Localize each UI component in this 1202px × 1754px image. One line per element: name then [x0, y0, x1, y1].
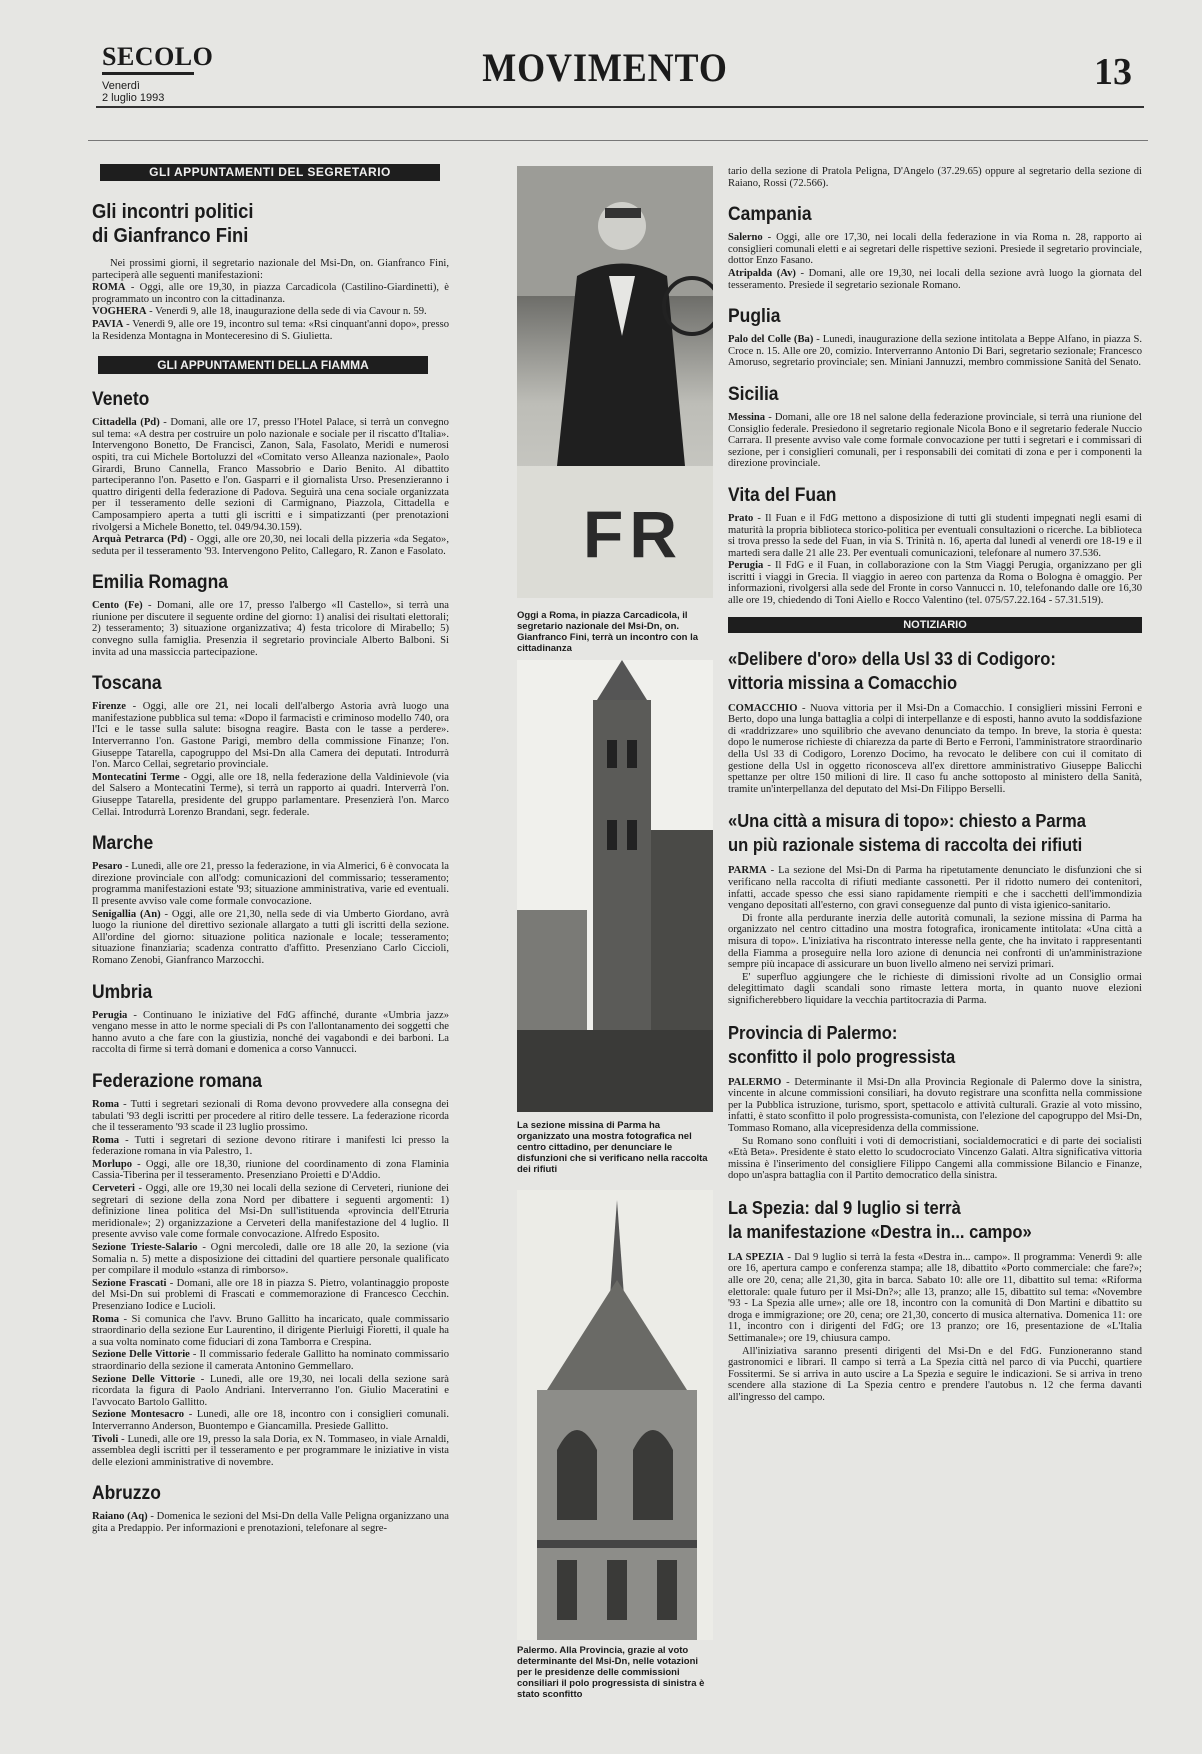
- appointment-item-lead: Sezione Delle Vittorie: [92, 1373, 196, 1385]
- fini-item-text: - Venerdì 9, alle ore 19, incontro sul tema: «Rsi cinquant'anni dopo», presso la Residenza Montagna in Monteceresino di S. Giulietta.: [92, 318, 449, 342]
- appointment-item-text: - Domenica le sezioni del Msi-Dn della Valle Peligna organizzano una gita a Predappio. Per informazioni e prenotazioni, telefonare al segre-: [92, 1511, 450, 1534]
- appointment-item-text: - Lunedì, alle ore 19,30, nei locali della sezione sarà ricordata la figura di Paolo Andriani. Interverranno l'on. Giulio Maceratini e l'avvocato Bartolo Gallitto.: [92, 1373, 449, 1408]
- article-paragraph-lead: PALERMO: [728, 1076, 782, 1088]
- podium-sign: FR: [583, 497, 683, 571]
- appointment-item-lead: Sezione Montesacro: [92, 1409, 185, 1421]
- appointment-item-lead: Prato: [728, 512, 754, 524]
- appointment-item: [92, 1434, 449, 1469]
- article-paragraph-text: - Nuova vittoria per il Msi-Dn a Comacchio. I consiglieri missini Ferroni e Berto, dopo una lunga battaglia a colpi di interpellanze e di esposti, hanno avuto la soddisfazione di «raddrizzare» uno squilibrio che avevano denunciato da tempo. In breve, la storia è questa: dopo le numerose richieste di chiarezza da parte di Berto e Ferroni, l'amministratore straordinario della Usl 33 di Codigoro, Lorenzo Docimo, ha revocato le delibere con cui il comitato di gestione della Usl in oggetto riconosceva all'ex direttore amministrativo Giuseppe Balicchi spettanze per oltre 150 milioni di lire. Il caso fu anche sottoposto al ministero della Sanità, tramite un'interpellanza del deputato del Msi-Dn Filippo Berselli.: [728, 702, 1142, 795]
- appointment-item: [92, 772, 449, 818]
- fini-item-text: - Oggi, alle ore 19,30, in piazza Carcadicola (Castilino-Giardinetti), è programmato un incontro con la cittadinanza.: [92, 282, 449, 305]
- appointment-item-lead: Cittadella (Pd): [92, 417, 160, 429]
- appointment-item-lead: Sezione Delle Vittorie: [92, 1349, 190, 1361]
- appointment-item: [92, 600, 449, 658]
- appointment-item: [92, 417, 449, 533]
- appointment-item-lead: Senigallia (An): [92, 908, 161, 920]
- appointment-item-lead: Morlupo: [92, 1158, 133, 1170]
- appointment-item: [92, 1242, 449, 1277]
- appointment-item-text: - Domani, alle ore 17, presso l'albergo «Il Castello», si terrà una riunione per discutere il seguente ordine del giorno: 1) analisi dei risultati elettorali; 2) tesseramento; 3) situazione organizzativa; 4) festa tricolore di Mirabello; 5) convegno sulla famiglia. Presenzia il segretario provinciale Alberto Balboni. Si invita ad una massiccia partecipazione.: [92, 600, 449, 658]
- appointment-item: [92, 1159, 449, 1182]
- appointment-item-lead: Roma: [92, 1313, 120, 1325]
- headline-line: sconfitto il polo progressista: [728, 1046, 956, 1067]
- article-paragraph: [728, 865, 1142, 911]
- appointment-item: [92, 1349, 449, 1372]
- article-paragraph-text: - La sezione del Msi-Dn di Parma ha ripetutamente denunciato le disfunzioni che si verificano nella raccolta di rifiuti mediante cassonetti. Per il ridotto numero dei contenitori, infatti, accade spesso che essi siano rapidamente riempiti e che i sacchetti dell'immondizia vengano depositati all'esterno, con gravi conseguenze dal punto di vista igienico-sanitario.: [728, 865, 1142, 912]
- masthead-rule: [96, 106, 1144, 108]
- headline-line: vittoria missina a Comacchio: [728, 672, 958, 693]
- page-frame-top: [88, 140, 1148, 141]
- region-heading: Veneto: [92, 389, 150, 411]
- fini-intro: Nei prossimi giorni, il segretario nazionale del Msi-Dn, on. Gianfranco Fini, parteciperà alle seguenti manifestazioni:: [92, 258, 449, 281]
- appointment-item-text: - Oggi, alle ore 21, nei locali dell'albergo Astoria avrà luogo una manifestazione pubblica sul tema: «Dopo il farmacisti e criminoso modello 740, ora l'Ici e le tasse sulla salute: bisogna reagire. Basta con le tasse a perdere». Interverranno l'on. Gastone Parigi, membro della commissione Finanze; l'on. Giuseppe Tatarella, capogruppo del Msi-Dn alla Camera dei deputati. Introdurrà l'on. Marco Cellai, segretario provinciale.: [92, 701, 449, 771]
- appointment-item: [728, 412, 1142, 470]
- article-headline: [728, 1021, 1109, 1069]
- appointment-item-lead: Perugia: [92, 1009, 128, 1021]
- appointment-item-lead: Tivoli: [92, 1433, 119, 1445]
- caption-fini: Oggi a Roma, in piazza Carcadicola, il segretario nazionale del Msi-Dn, on. Gianfranco Fini, terrà un incontro con la cittadinanza: [517, 610, 699, 654]
- continuation-text: tario della sezione di Pratola Peligna, D'Angelo (37.29.65) oppure al segretario della sezione di Raiano, Rossi (72.566).: [728, 166, 1142, 189]
- appointment-item-text: - Lunedì, alle ore 18, incontro con i consiglieri comunali. Interverranno Anderson, Buontempo e Giancamilla. Presiede Gallitto.: [92, 1409, 449, 1432]
- photo-palermo: [517, 1190, 713, 1640]
- article-headline: [728, 809, 1109, 857]
- article-paragraph-lead: PARMA: [728, 865, 767, 877]
- headline-line: la manifestazione «Destra in... campo»: [728, 1221, 1032, 1242]
- appointment-item-lead: Raiano (Aq): [92, 1511, 148, 1523]
- region-heading: Abruzzo: [92, 1483, 161, 1505]
- appointment-item: [728, 232, 1142, 267]
- article-paragraph: [728, 703, 1142, 796]
- appointment-item-text: - Il Fuan e il FdG mettono a disposizione di tutti gli studenti impegnati negli esami di maturità la propria biblioteca storico-politica per eventuali consultazioni o ricerche. La biblioteca si trova presso la sede del Fuan, in via S. Trinità n. 16, aperta dal lunedì al venerdì ore 18-19 e il martedì sera dalle 21 alle 23. Per eventuali comunicazioni, telefonare al numero 37.536.: [728, 512, 1142, 559]
- appointment-item-lead: Arquà Petrarca (Pd): [92, 534, 187, 546]
- page-number: 13: [1094, 51, 1132, 93]
- region-heading: Toscana: [92, 673, 162, 695]
- issue-date: Venerdì 2 luglio 1993: [102, 80, 165, 104]
- appointment-item-text: - Oggi, alle ore 17,30, nei locali della federazione in via Roma n. 28, rapporto ai consiglieri comunali eletti e ai segretari delle rispettive sezioni. Presiede il segretario provinciale, dottor Enzo Fasano.: [728, 232, 1142, 267]
- appointment-item-lead: Montecatini Terme: [92, 771, 180, 783]
- photo-parma: [517, 660, 713, 1112]
- region-heading: Marche: [92, 833, 154, 855]
- article-paragraph: [728, 1136, 1142, 1182]
- article-paragraph-text: - Dal 9 luglio si terrà la festa «Destra in... campo». Il programma: Venerdì 9: alle ore 16, apertura campo e conferenza stampa; alle 18, dibattito «Porto commerciale: che fare?»; alle ore 20, cena; alle 21,30, gita in barca. Sabato 10: alle ore 11, dibattito sul tema: «Riforma elettorale: quale futuro per il Msi-Dn?»; alle 13, pranzo; alle 15, dibattito sul tema: «Novembre '93 - La Spezia alle urne»; alle ore 18, incontro con la comunità di Don Martini e dibattito su droga e immigrazione; ore 20, cena; ore 21,30, concerto di musica alternativa. Domenica 11: ore 11, incontro con i dirigenti del FdG; ore 13 pranzo; ore 16, presentazione de «L'Italia Settimanale»; ore 19, chiusura campo.: [728, 1251, 1142, 1345]
- fini-item: [92, 306, 449, 318]
- appointment-item-lead: Sezione Trieste-Salario: [92, 1242, 198, 1254]
- fini-item-text: - Venerdì 9, alle 18, inaugurazione della sede di via Cavour n. 59.: [146, 306, 427, 318]
- appointment-item-text: - Tutti i segretari di sezione devono ritirare i manifesti lci presso la federazione romana in via Palestro, 1.: [92, 1134, 449, 1158]
- appointment-item: [92, 1183, 449, 1241]
- cathedral-illustration: [517, 1190, 713, 1640]
- appointment-item-text: - Continuano le iniziative del FdG affinché, durante «Umbria jazz» vengano messe in atto le norme speciali di Ps con l'allontanamento dei soggetti che hanno avuto a che fare con la giustizia, nonché dei vagabondi e dei barboni. La raccolta di firme si terrà domani e domenica a corso Vannucci.: [92, 1009, 449, 1056]
- fini-item-lead: PAVIA: [92, 318, 124, 330]
- appointment-item-text: - Oggi, alle ore 18,30, riunione del coordinamento di zona Flaminia Cassia-Tiberina per il tesseramento. Presenziano Proietti e D'Addio.: [92, 1158, 449, 1182]
- article-paragraph-text: All'iniziativa saranno presenti dirigenti del Msi-Dn e del FdG. Funzioneranno stand gastronomici e librari. Il campo si terrà a La Spezia città nel parco di via Pucchi, quartiere Fossitermi. Se si arriva in auto uscire a La Spezia e seguire le indicazioni. Se si arriva in treno scendere alla stazione di La Spezia centro e prendere l'autobus n. 12 che ferma davanti all'ingresso del campo.: [728, 1345, 1142, 1403]
- headline-line: «Delibere d'oro» della Usl 33 di Codigoro:: [728, 648, 1056, 669]
- region-heading: Campania: [728, 204, 812, 226]
- appointment-item: [92, 1409, 449, 1432]
- article-paragraph: [728, 1252, 1142, 1345]
- fiamma-bar: GLI APPUNTAMENTI DELLA FIAMMA: [98, 356, 428, 374]
- appointment-item-lead: Sezione Frascati: [92, 1277, 167, 1289]
- fini-item-lead: ROMA: [92, 282, 126, 294]
- right-sections: [728, 203, 1142, 606]
- appointment-item-text: - Si comunica che l'avv. Bruno Gallitto ha incaricato, quale commissario straordinario della sezione Eur Laurentino, il dirigente Pierluigi Fioretti, il quale ha a sua volta nominato come fiduciari di zona Tamborra e Crespina.: [92, 1313, 449, 1348]
- left-sections: [92, 388, 449, 1534]
- left-column: [92, 200, 449, 1536]
- headline-line: «Una città a misura di topo»: chiesto a Parma: [728, 811, 1086, 832]
- appointment-item: [728, 560, 1142, 606]
- appointment-item-lead: Roma: [92, 1098, 120, 1110]
- article-paragraph: [728, 972, 1142, 1007]
- segretario-bar: GLI APPUNTAMENTI DEL SEGRETARIO: [100, 164, 440, 181]
- article-paragraph: [728, 1077, 1142, 1135]
- fini-item: [92, 319, 449, 342]
- appointment-item-lead: Firenze: [92, 701, 126, 713]
- appointment-item: [92, 1278, 449, 1313]
- appointment-item-text: - Lunedì, inaugurazione della sezione intitolata a Beppe Alfano, in piazza S. Croce n. 15. Alle ore 20, comizio. Interverranno Antonio Di Bari, segretario sezionale; Francesco Amoruso, segretario provinciale; sen. Miniani Jannuzzi, membro commissione Sanità del Senato.: [728, 334, 1142, 369]
- appointment-item-lead: Atripalda (Av): [728, 267, 796, 279]
- article-headline: [728, 647, 1109, 695]
- region-heading: Umbria: [92, 981, 153, 1003]
- right-column: [728, 166, 1142, 1405]
- region-heading: Vita del Fuan: [728, 484, 837, 506]
- newspaper-logo: SECOLO: [102, 44, 213, 75]
- fini-item-lead: VOGHERA: [92, 306, 147, 318]
- article-paragraph-text: Su Romano sono confluiti i voti di democristiani, socialdemocratici e di parte dei socialisti «Età Beta». Presidente è stato eletto lo scudocrociato Vincenzo Galati. Altra significativa vittoria missina è l'inserimento del consigliere Filippo Cangemi alla commissione Bilancio e Finanze, dopo un'aspra battaglia con il Partito democratico della sinistra.: [728, 1135, 1142, 1182]
- appointment-item-lead: Roma: [92, 1134, 120, 1146]
- appointment-item-lead: Cento (Fe): [92, 600, 143, 612]
- article-paragraph: [728, 1346, 1142, 1404]
- region-heading: Federazione romana: [92, 1070, 262, 1092]
- article-paragraph-lead: LA SPEZIA: [728, 1251, 784, 1263]
- appointment-item-lead: Pesaro: [92, 861, 123, 873]
- appointment-item-text: - Domani, alle ore 17, presso l'Hotel Palace, si terrà un convegno sul tema: «A destra per costruire un polo nazionale e sociale per il riscatto d'Italia». Intervengono Bonetto, De Francisci, Zanon, Sala, Fasolato, Meridi e numerosi ospiti, tra cui Michele Bortoluzzi del «Comitato verso Alleanza nazionale», Paolo Girardi, Bruno Cannella, Franco Massobrio e Dario Benito. Al dibattito parteciperanno l'on. Pasetto e l'on. Gasparri e il giornalista Urso. Presenzieranno i quattro dirigenti della federazione di Padova. Seguirà una cena sociale organizzata per il tesseramento delle sezioni di Carmignano, Piazzola, Cittadella e Camposampiero aperta a tutti gli iscritti e i simpatizzanti (per prenotazioni rivolgersi a Michele Bonetto, tel. 049/94.30.159).: [92, 417, 449, 533]
- appointment-item-lead: Palo del Colle (Ba): [728, 334, 814, 346]
- appointment-item: [92, 1010, 449, 1056]
- appointment-item-text: - Domani, alle ore 18 in piazza S. Pietro, volantinaggio proposte del Msi-Dn sui problemi di Frascati e commemorazione di Francesco Cecchin. Presenziano Iodice e Lucioli.: [92, 1277, 450, 1312]
- caption-parma: La sezione missina di Parma ha organizzato una mostra fotografica nel centro cittadino, per denunciare le disfunzioni che si verificano nella raccolta dei rifiuti: [517, 1120, 708, 1175]
- fini-item: [92, 282, 449, 305]
- appointment-item-text: - Ogni mercoledì, dalle ore 18 alle 20, la sezione (via Somalia n. 5) mette a disposizione dei cittadini del quartiere personale qualificato per compilare il modulo «stanza di rimborso».: [92, 1242, 449, 1277]
- article-paragraph: [728, 913, 1142, 971]
- fini-headline: Gli incontri politici di Gianfranco Fini: [92, 201, 254, 247]
- notiziario-bar: NOTIZIARIO: [728, 617, 1142, 633]
- appointment-item: [92, 1135, 449, 1158]
- appointment-item: [92, 534, 449, 557]
- appointment-item-lead: Salerno: [728, 232, 763, 244]
- appointment-item-lead: Messina: [728, 411, 766, 423]
- article-paragraph-text: - Determinante il Msi-Dn alla Provincia Regionale di Palermo dove la sinistra, vincente in alcune commissioni consiliari, ha dovuto registrare una sconfitta nella commissione per la Pubblica istruzione, turismo, sport, spettacolo e attività culturali. Grazie al voto missino, infatti, è stato sconfitto il polo progressista-comunista, con l'elezione del capogruppo del Msi-Dn, Tommaso Romano, alla vicepresidenza della commissione.: [728, 1076, 1142, 1134]
- appointment-item: [92, 1099, 449, 1134]
- appointment-item-text: - Il FdG e il Fuan, in collaborazione con la Stm Viaggi Perugia, organizzano per gli iscritti i viaggi in Grecia. Il viaggio in aereo con partenza da Roma o Bologna è omaggio. Per informazioni, rivolgersi alla sede del Fronte in corso Vannucci n. 10, telefonando dalle ore 16,30 alle ore 19, chiedendo di Toni Aiello e Rocco Valentino (tel. 075/57.22.164 - 57.31.519).: [728, 560, 1142, 607]
- appointment-item-lead: Perugia: [728, 560, 764, 572]
- appointment-item-text: - Oggi, alle ore 18, nella federazione della Valdinievole (via del Salsero a Montecatini Terme), si terrà un rapporto ai quadri. Interverrà l'on. Giuseppe Tatarella, presidente del gruppo parlamentare. Presenzierà l'on. Marco Cellai. Introdurrà Lorenzo Brandani, segr. federale.: [92, 771, 450, 818]
- headline-line: La Spezia: dal 9 luglio si terrà: [728, 1197, 961, 1218]
- caption-palermo: Palermo. Alla Provincia, grazie al voto determinante del Msi-Dn, nelle votazioni per le presidenze delle commissioni consiliari il polo progressista di sinistra è stato sconfitto: [517, 1645, 705, 1700]
- tower-illustration: [517, 660, 713, 1112]
- appointment-item-text: - Domani, alle ore 19,30, nei locali della sezione avrà luogo la giornata del tesseramento. Presiede il segretario sezionale Romano.: [728, 267, 1142, 291]
- region-heading: Puglia: [728, 306, 781, 328]
- appointment-item: [92, 861, 449, 907]
- appointment-item: [92, 909, 449, 967]
- appointment-item-lead: Cerveteri: [92, 1183, 135, 1195]
- appointment-item-text: - Lunedì, alle ore 21, presso la federazione, in via Almerici, 6 è convocata la direzione provinciale con all'odg: comunicazioni del commissario; tesseramento; programma manifestazioni estate '93; situazione amministrativa, varie ed eventuali. Il presente avviso vale come formale convocazione.: [92, 861, 449, 907]
- appointment-item-text: - Oggi, alle ore 20,30, nei locali della pizzeria «da Segato», seduta per il tesseramento '93. Intervengono Pelito, Callegaro, R. Zanon e Fasolato.: [92, 534, 449, 557]
- right-articles: [728, 647, 1142, 1404]
- region-heading: Emilia Romagna: [92, 572, 229, 594]
- section-title: MOVIMENTO: [482, 45, 728, 90]
- appointment-item: [92, 701, 449, 771]
- article-paragraph-lead: COMACCHIO: [728, 702, 798, 714]
- photo-fini: [517, 166, 713, 598]
- appointment-item: [92, 1511, 449, 1534]
- article-paragraph-text: Di fronte alla perdurante inerzia delle autorità comunali, la sezione missina di Parma ha organizzato nel centro cittadino una mostra fotografica, ironicamente intitolata: «Una città a misura di topo». L'iniziativa ha riscontrato interesse nella gente, che ha invitato i rappresentanti della Fiamma a proseguire nella loro azione di denuncia nei confronti di un'amministrazione sempre più incapace di assicurare un buon livello almeno nei servizi primari.: [728, 912, 1142, 971]
- appointment-item-text: - Il commissario federale Gallitto ha nominato commissario straordinario della sezione il camerata Antonino Gemmellaro.: [92, 1349, 449, 1372]
- fini-list: [92, 282, 449, 342]
- appointment-item-text: - Domani, alle ore 18 nel salone della federazione provinciale, si terrà una riunione del Consiglio federale. Presiedono il segretario regionale Nicola Bono e il segretario federale Nuccio Carrara. Il presente avviso vale come formale convocazione per tutti i segretari e i commissari di sezione, per i consiglieri comunali, per i responsabili dei comitati di zona e per i componenti la direzione provinciale.: [728, 411, 1142, 470]
- appointment-item-text: - Lunedì, alle ore 19, presso la sala Doria, ex N. Tommaseo, in viale Arnaldi, assemblea degli iscritti per il tesseramento e per programmare le iniziative in vista delle elezioni amministrative di novembre.: [92, 1433, 449, 1468]
- appointment-item: [92, 1374, 449, 1409]
- region-heading: Sicilia: [728, 383, 779, 405]
- appointment-item-text: - Tutti i segretari sezionali di Roma devono provvedere alla consegna dei tabulati '93 degli iscritti per procedere al ritiro delle tessere. La federazione ricorda che il tesseramento '93 scade il 23 luglio prossimo.: [92, 1098, 449, 1134]
- appointment-item-text: - Oggi, alle ore 21,30, nella sede di via Umberto Giordano, avrà luogo la riunione del direttivo sezionale allargato a tutti gli iscritti della sezione. All'ordine del giorno: situazione politica nazionale e locale; tesseramento; situazione finanziaria; scadenza contratto d'affitto. Presenziano Carlo Cicciolì, Romano Zenobi, Gianfranco Marzocchi.: [92, 908, 449, 966]
- appointment-item: [728, 513, 1142, 559]
- headline-line: Provincia di Palermo:: [728, 1022, 898, 1043]
- appointment-item: [728, 334, 1142, 369]
- article-headline: [728, 1196, 1109, 1244]
- appointment-item: [728, 268, 1142, 291]
- headline-line: un più razionale sistema di raccolta dei rifiuti: [728, 835, 1083, 856]
- appointment-item: [92, 1314, 449, 1349]
- article-paragraph-text: E' superfluo aggiungere che le richieste di dimissioni rivolte ad un Consiglio ormai delegittimato dagli scandali sono rimaste lettera morta, in quanto nuove elezioni significherebbero liquidare la vecchia partitocrazia di Parma.: [728, 971, 1142, 1006]
- appointment-item-text: - Oggi, alle ore 19,30 nei locali della sezione di Cerveteri, riunione dei segretari di sezione della zona Nord per dibattere i seguenti argomenti: 1) definizione linea politica del Msi-Dn sull'istituenda «provincia dell'Etruria meridionale»; 2) organizzazione a Cerveteri della manifestazione del 4 luglio. Il presente avviso vale come formale convocazione. Alfredo Esposito.: [92, 1183, 449, 1241]
